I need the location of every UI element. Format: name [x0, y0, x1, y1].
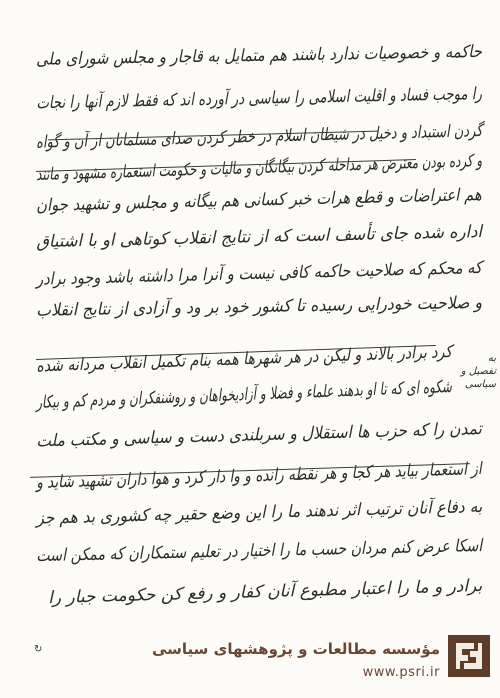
watermark-footer — [0, 632, 500, 698]
manuscript-line-11: تمدن را که حزب ها استقلال و سربلندی دست و سیاسی و مکتب ملت — [36, 419, 483, 452]
institute-logo-icon — [448, 635, 490, 677]
manuscript-line-12: از استعمار بیاید هر کجا و هر نقطه رانده و وا دار کرد و هوا داران تشهید شاید و — [36, 459, 483, 493]
margin-note: به تفصیل و سیاسی — [460, 353, 496, 390]
institute-url: www.psri.ir — [362, 665, 440, 680]
manuscript-line-1: حاکمه و خصوصیات ندارد باشند هم متمایل به قاجار و مجلس شورای ملی — [36, 42, 483, 70]
manuscript-line-9: کرد برادر بالاند و لیکن در هر شهرها همه بنام تکمیل انقلاب مردانه شده — [35, 342, 453, 377]
manuscript-line-4: و کرده بودن معترض هر مداخله کردن بیگانگان و مالیات و حکومت استعماره مشهود و مانند — [35, 151, 483, 186]
manuscript-line-13: به دفاع آنان ترتیب اثر ندهند ما را این وضع حقیر چه کشوری بد هم جز — [35, 497, 483, 529]
manuscript-line-7: که محکم که صلاحیت حاکمه کافی نیست و آنرا مرا داشته باشد وجود برادر — [36, 258, 483, 290]
manuscript-line-8: و صلاحیت خودرایی رسیده تا کشور خود بر ود و آزادی از نتایج انقلاب — [35, 293, 483, 321]
ink-mark: ↻ — [34, 644, 43, 655]
manuscript-line-6: اداره شده جای تأسف است که از نتایج انقلاب کوتاهی او با اشتیاق — [36, 222, 483, 253]
manuscript-line-14: اسکا عرض کنم مردان حسب ما را اختیار در تعلیم ستمکاران که ممکن است — [35, 536, 483, 567]
institute-name: مؤسسه مطالعات و پژوهشهای سیاسی — [151, 640, 440, 658]
manuscript-line-5: هم اعتراضات و قطع هرات خبر کسانی هم بیگانه و مجلس و تشهید جوان — [36, 185, 483, 216]
manuscript-line-3: گردن استبداد و دخیل در شیطان اسلام در خطر کردن صدای مسلمانان از آن و گواه — [35, 121, 483, 153]
manuscript-line-10: شکوه ای که تا او بدهند علماء و فضلا و آزادیخواهان و روشنفکران و مردم کم و بیکار — [35, 377, 453, 413]
manuscript-line-2: را موجب فساد و اقلیت اسلامی را سیاسی در آورده اند که فقط لازم آنها را نجات — [36, 84, 483, 114]
manuscript-line-15: برادر و ما را اعتبار مطبوع آنان کفار و رفع کن حکومت جبار را — [47, 576, 483, 609]
